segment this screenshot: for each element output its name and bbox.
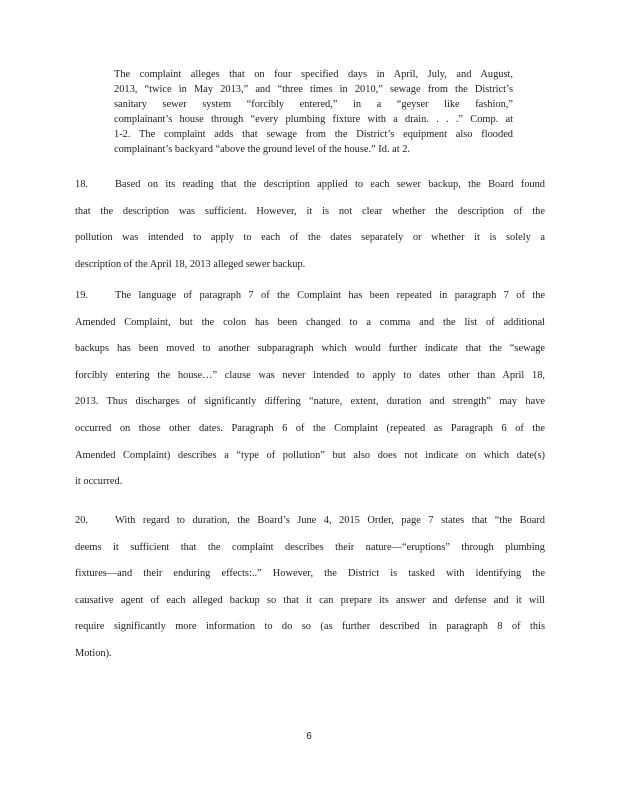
quote-line: The complaint alleges that on four specified days in April, July, and August, [114,69,513,80]
paragraph-line [75,283,545,310]
paragraph-line: that the description was sufficient. However, it is not clear whether the description of the [75,205,545,217]
paragraph-line [75,508,545,535]
paragraph-line: pollution was intended to apply to each of the dates separately or whether it is solely a [75,232,545,244]
paragraph-line: Motion). [75,647,112,659]
block-quote [114,67,513,157]
paragraph-line: causative agent of each alleged backup so that it can prepare its answer and defense and it will [75,594,545,606]
paragraph-20 [75,508,545,668]
quote-line: complainant’s backyard “above the ground level of the house.” Id. at 2. [114,144,411,155]
paragraph-text: Based on its reading that the description applied to each sewer backup, the Board found [115,179,545,190]
quote-line: 2013, “twice in May 2013,” and “three times in 2010,” sewage from the District’s [114,84,513,95]
paragraph-number: 19. [75,290,88,301]
paragraph-18 [75,172,545,278]
paragraph-line: Amended Complaint, but the colon has been changed to a comma and the list of additional [75,316,545,328]
paragraph-line: forcibly entering the house…” clause was never intended to apply to dates other than April 18, [75,369,545,381]
paragraph-number: 18. [75,179,88,190]
quote-line: sanitary sewer system “forcibly entered,” in a “geyser like fashion,” [114,99,513,110]
paragraph-line: deems it sufficient that the complaint describes their nature—“eruptions” through plumbing [75,541,545,553]
paragraph-line: Amended Complaint) describes a “type of pollution” but also does not indicate on which date(s) [75,449,545,461]
paragraph-line: fixtures—and their enduring effects:..” However, the District is tasked with identifying the [75,568,545,580]
paragraph-text: With regard to duration, the Board’s June 4, 2015 Order, page 7 states that “the Board [115,515,545,526]
paragraph-19 [75,283,545,496]
paragraph-line: 2013. Thus discharges of significantly differing “nature, extent, duration and strength” may have [75,396,545,408]
quote-line: complainant’s house through “every plumbing fixture with a drain. . . .” Comp. at [114,114,513,125]
paragraph-line: description of the April 18, 2013 alleged sewer backup. [75,258,306,270]
paragraph-line [75,172,545,199]
paragraph-line: it occurred. [75,476,123,488]
quote-line: 1-2. The complaint adds that sewage from the District’s equipment also flooded [114,129,513,140]
paragraph-number: 20. [75,515,88,526]
paragraph-text: The language of paragraph 7 of the Complaint has been repeated in paragraph 7 of the [115,290,545,301]
paragraph-line: require significantly more information to do so (as further described in paragraph 8 of this [75,621,545,633]
page-number: 6 [306,731,312,742]
paragraph-line: backups has been moved to another subparagraph which would further indicate that the “sewage [75,343,545,355]
paragraph-line: occurred on those other dates. Paragraph 6 of the Complaint (repeated as Paragraph 6 of the [75,422,545,434]
